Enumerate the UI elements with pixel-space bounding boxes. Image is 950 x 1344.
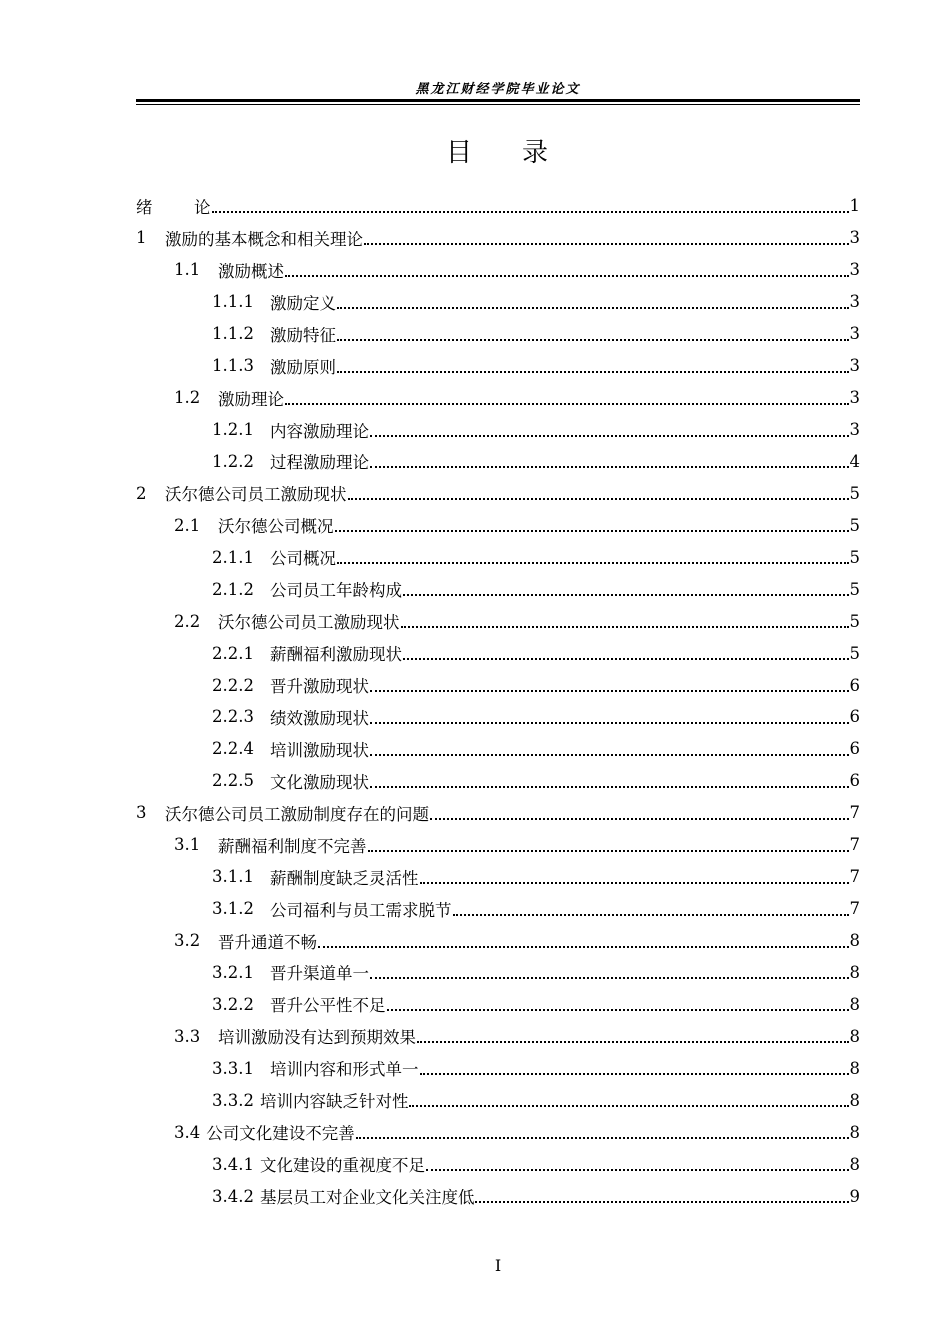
toc-entry-number: 1.2	[174, 388, 201, 408]
toc-entry-page: 6	[849, 771, 860, 791]
toc-dot-leader	[401, 626, 849, 628]
toc-entry[interactable]	[136, 414, 860, 446]
toc-entry-page: 6	[849, 675, 860, 695]
toc-dot-leader	[370, 435, 849, 437]
toc-entry-page: 5	[849, 515, 860, 535]
toc-dot-leader	[356, 1137, 849, 1139]
toc-entry-title: 培训内容和形式单一	[270, 1060, 419, 1080]
toc-entry-title: 薪酬福利制度不完善	[218, 836, 367, 856]
toc-entry-title: 激励的基本概念和相关理论	[165, 229, 363, 249]
toc-entry-page: 8	[849, 931, 860, 951]
toc-entry-title: 内容激励理论	[270, 421, 369, 441]
toc-entry-page: 3	[849, 260, 860, 280]
toc-entry-page: 3	[849, 388, 860, 408]
toc-entry-number: 2.1	[174, 515, 201, 535]
toc-entry-page: 6	[849, 707, 860, 727]
toc-entry-page: 9	[849, 1186, 860, 1206]
toc-entry-page: 5	[849, 483, 860, 503]
toc-entry[interactable]	[136, 1180, 860, 1212]
toc-entry-number: 2.1.1	[212, 547, 254, 567]
toc-entry-page: 8	[849, 1058, 860, 1078]
toc-entry-number: 2.2.4	[212, 739, 254, 759]
toc-entry-page: 4	[849, 451, 860, 471]
toc-entry[interactable]	[136, 1052, 860, 1084]
toc-entry[interactable]	[136, 382, 860, 414]
toc-entry-number: 2.2.1	[212, 643, 254, 663]
toc-entry[interactable]	[136, 669, 860, 701]
toc-entry-page: 3	[849, 420, 860, 440]
toc-entry[interactable]	[136, 701, 860, 733]
toc-entry-title: 公司员工年龄构成	[270, 581, 402, 601]
toc-dot-leader	[370, 466, 849, 468]
toc-entry[interactable]	[136, 605, 860, 637]
toc-entry-page: 5	[849, 643, 860, 663]
toc-entry[interactable]	[136, 637, 860, 669]
toc-entry-title: 激励概述	[218, 261, 284, 281]
title-char-2: 录	[522, 138, 551, 168]
toc-entry-number: 3.3.1	[212, 1058, 254, 1078]
toc-entry-page: 8	[849, 994, 860, 1014]
toc-entry-title: 薪酬制度缺乏灵活性	[270, 868, 419, 888]
toc-entry-number: 1	[136, 228, 147, 248]
toc-entry-number: 1.1.3	[212, 356, 254, 376]
toc-entry[interactable]	[136, 254, 860, 286]
toc-dot-leader	[453, 914, 849, 916]
toc-dot-leader	[370, 786, 849, 788]
toc-dot-leader	[417, 1041, 849, 1043]
toc-entry-page: 8	[849, 1122, 860, 1142]
toc-entry-number: 3	[136, 803, 147, 823]
toc-entry-number: 3.3.2	[212, 1090, 254, 1110]
toc-entry-title: 培训激励现状	[270, 740, 369, 760]
toc-entry[interactable]	[136, 957, 860, 989]
toc-dot-leader	[337, 339, 849, 341]
toc-entry-page: 3	[849, 356, 860, 376]
toc-entry[interactable]	[136, 1020, 860, 1052]
toc-entry[interactable]	[136, 988, 860, 1020]
toc-dot-leader	[285, 275, 849, 277]
toc-entry-number: 绪	[136, 197, 153, 217]
toc-entry[interactable]	[136, 765, 860, 797]
toc-entry-number: 3.4	[174, 1122, 201, 1142]
running-header: 黑龙江财经学院毕业论文	[415, 82, 581, 97]
toc-entry-title: 文化建设的重视度不足	[259, 1156, 425, 1176]
toc-entry-title: 薪酬福利激励现状	[270, 645, 402, 665]
toc-entry-page: 8	[849, 1090, 860, 1110]
toc-entry-page: 7	[849, 835, 860, 855]
toc-entry-number: 3.3	[174, 1026, 201, 1046]
toc-dot-leader	[387, 1009, 849, 1011]
toc-dot-leader	[212, 211, 849, 213]
toc-entry-page: 7	[849, 899, 860, 919]
toc-entry[interactable]	[136, 1116, 860, 1148]
toc-entry-title: 晋升公平性不足	[270, 996, 386, 1016]
toc-entry[interactable]	[136, 446, 860, 478]
toc-entry-page: 3	[849, 292, 860, 312]
toc-entry-number: 2.2.5	[212, 771, 254, 791]
toc-entry-number: 3.2	[174, 931, 201, 951]
toc-entry[interactable]	[136, 1084, 860, 1116]
toc-entry-page: 1	[849, 196, 860, 216]
toc-dot-leader	[430, 818, 849, 820]
toc-entry-title: 培训激励没有达到预期效果	[218, 1028, 416, 1048]
header-rule-thin	[136, 104, 860, 105]
toc-entry[interactable]	[136, 190, 860, 222]
toc-entry[interactable]	[136, 1148, 860, 1180]
toc-entry[interactable]	[136, 861, 860, 893]
toc-entry-number: 2.2.2	[212, 675, 254, 695]
toc-entry-title: 沃尔德公司员工激励现状	[218, 613, 400, 633]
toc-dot-leader	[337, 562, 849, 564]
toc-entry-number: 1.2.1	[212, 420, 254, 440]
page-number: I	[494, 1256, 502, 1275]
toc-entry[interactable]	[136, 350, 860, 382]
toc-entry-title: 论	[194, 197, 211, 217]
toc-entry-number: 1.2.2	[212, 451, 254, 471]
toc-entry-page: 5	[849, 547, 860, 567]
toc-entry-title: 公司福利与员工需求脱节	[270, 900, 452, 920]
toc-entry-number: 2	[136, 483, 147, 503]
toc-dot-leader	[370, 722, 849, 724]
toc-entry-title: 文化激励现状	[270, 772, 369, 792]
toc-entry[interactable]	[136, 733, 860, 765]
toc-entry-number: 3.1.1	[212, 867, 254, 887]
toc-entry-number: 2.2	[174, 611, 201, 631]
toc-entry-title: 激励定义	[270, 293, 336, 313]
toc-dot-leader	[370, 690, 849, 692]
toc-dot-leader	[420, 1073, 849, 1075]
toc-entry-number: 1.1.2	[212, 324, 254, 344]
page-title	[136, 132, 860, 169]
toc-dot-leader	[318, 946, 849, 948]
toc-entry-title: 沃尔德公司员工激励现状	[165, 485, 347, 505]
toc-dot-leader	[370, 754, 849, 756]
toc-entry-title: 晋升通道不畅	[218, 932, 317, 952]
toc-entry-title: 沃尔德公司员工激励制度存在的问题	[165, 804, 429, 824]
toc-entry-page: 7	[849, 803, 860, 823]
toc-entry-page: 5	[849, 579, 860, 599]
toc-entry-page: 5	[849, 611, 860, 631]
title-char-1: 目	[445, 138, 474, 168]
toc-dot-leader	[285, 403, 849, 405]
toc-entry-page: 6	[849, 739, 860, 759]
toc-entry-number: 3.2.1	[212, 962, 254, 982]
toc-entry-number: 1.1	[174, 260, 201, 280]
toc-entry-title: 公司概况	[270, 549, 336, 569]
toc-dot-leader	[368, 850, 849, 852]
toc-dot-leader	[348, 498, 849, 500]
toc-dot-leader	[420, 882, 849, 884]
toc-entry-title: 沃尔德公司概况	[218, 517, 334, 537]
toc-entry-number: 2.1.2	[212, 579, 254, 599]
toc-dot-leader	[337, 307, 849, 309]
toc-dot-leader	[409, 1105, 848, 1107]
toc-entry-title: 晋升激励现状	[270, 677, 369, 697]
toc-entry-number: 3.1.2	[212, 899, 254, 919]
toc-dot-leader	[403, 594, 849, 596]
toc-entry[interactable]	[136, 222, 860, 254]
toc-entry[interactable]	[136, 829, 860, 861]
toc-entry-title: 晋升渠道单一	[270, 964, 369, 984]
toc-entry-title: 激励特征	[270, 325, 336, 345]
toc-entry[interactable]	[136, 477, 860, 509]
toc-dot-leader	[426, 1169, 849, 1171]
toc-entry[interactable]	[136, 925, 860, 957]
header-rule-thick	[136, 99, 860, 102]
toc-entry-title: 绩效激励现状	[270, 708, 369, 728]
toc-entry[interactable]	[136, 286, 860, 318]
toc-entry[interactable]	[136, 893, 860, 925]
toc-entry-title: 过程激励理论	[270, 453, 369, 473]
toc-entry-title: 培训内容缺乏针对性	[259, 1092, 409, 1112]
toc-entry-title: 公司文化建设不完善	[206, 1124, 355, 1144]
toc-entry-page: 8	[849, 962, 860, 982]
table-of-contents	[136, 190, 860, 1212]
toc-entry-number: 2.2.3	[212, 707, 254, 727]
toc-entry-page: 7	[849, 867, 860, 887]
toc-dot-leader	[337, 371, 849, 373]
toc-entry-title: 激励原则	[270, 357, 336, 377]
toc-entry[interactable]	[136, 509, 860, 541]
toc-entry-title: 激励理论	[218, 389, 284, 409]
toc-dot-leader	[335, 530, 849, 532]
toc-dot-leader	[475, 1201, 848, 1203]
toc-entry-number: 3.1	[174, 835, 201, 855]
toc-entry-page: 3	[849, 324, 860, 344]
toc-dot-leader	[370, 977, 849, 979]
toc-entry-number: 3.4.1	[212, 1154, 254, 1174]
toc-entry-page: 3	[849, 228, 860, 248]
toc-entry-title: 基层员工对企业文化关注度低	[259, 1188, 475, 1208]
toc-dot-leader	[364, 243, 849, 245]
toc-entry[interactable]	[136, 797, 860, 829]
toc-entry[interactable]	[136, 573, 860, 605]
toc-entry-page: 8	[849, 1026, 860, 1046]
toc-entry[interactable]	[136, 541, 860, 573]
toc-entry-number: 1.1.1	[212, 292, 254, 312]
toc-dot-leader	[403, 658, 849, 660]
toc-entry[interactable]	[136, 318, 860, 350]
toc-entry-number: 3.2.2	[212, 994, 254, 1014]
toc-entry-number: 3.4.2	[212, 1186, 254, 1206]
toc-entry-page: 8	[849, 1154, 860, 1174]
